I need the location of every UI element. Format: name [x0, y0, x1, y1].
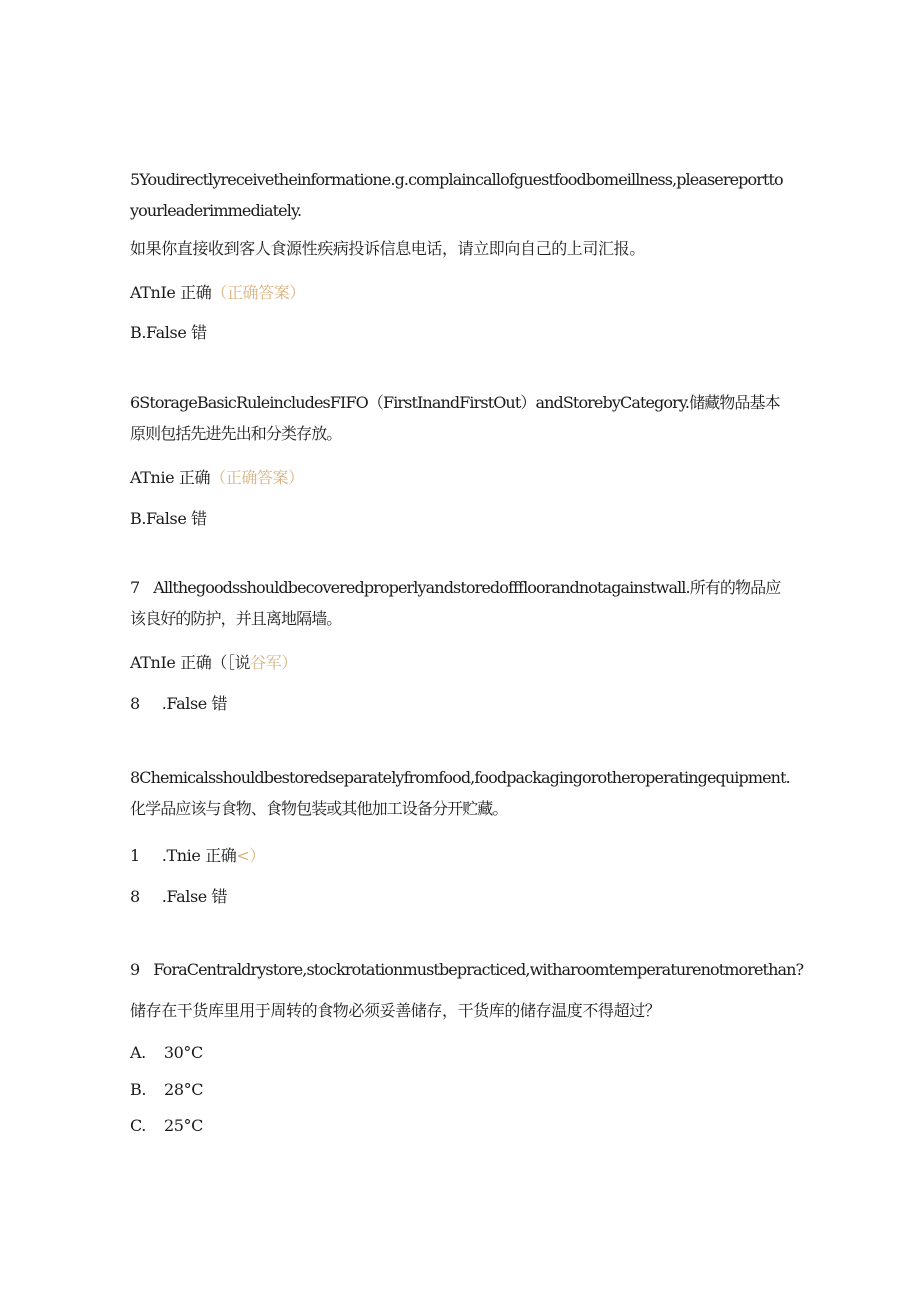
q6-answer-mark: （正确答案）	[210, 468, 304, 487]
q6-option-a-text: ATnie 正确	[130, 468, 211, 487]
q7-option-b-number: 8	[130, 694, 140, 713]
q7-option-a	[130, 653, 790, 673]
q9-option-a-label: A.	[130, 1043, 146, 1062]
q9-option-b	[130, 1080, 790, 1100]
q5-stem-zh: 如果你直接收到客人食源性疾病投诉信息电话，请立即向自己的上司汇报。	[130, 239, 645, 258]
q8-option-a	[130, 846, 790, 866]
q7-number: 7	[130, 578, 140, 597]
q7-option-b-text: .False 错	[161, 694, 228, 713]
q5-option-a-text: ATnIe 正确	[130, 283, 212, 302]
q8-option-b	[130, 887, 790, 907]
q6-option-a	[130, 468, 790, 488]
q9-option-c	[130, 1116, 790, 1136]
q8-option-a-text: .Tnie 正确	[161, 846, 237, 865]
q7-stem-text: Allthegoodsshouldbecoveredproperlyandstoredofffloorandnotagainstwall.所有的物品应该良好的防护，并且离地隔墙。	[130, 578, 781, 628]
q9-option-b-label: B.	[130, 1080, 147, 1099]
q8-option-a-number: 1	[130, 846, 140, 865]
q9-stem-en-text: ForaCentraldrystore,stockrotationmustbepracticed,witharoomtemperaturenotmorethan?	[153, 960, 804, 979]
q9-option-a-value: 30°C	[163, 1043, 203, 1062]
q9-stem-en	[130, 960, 804, 980]
q6-option-b: B.False 错	[130, 509, 207, 528]
q6-stem: 6StorageBasicRuleincludesFIFO（FirstInandFirstOut）andStorebyCategory.储藏物品基本原则包括先进先出和分类存放。	[130, 393, 780, 443]
q9-option-b-value: 28°C	[164, 1080, 204, 1099]
q8-stem: 8Chemicalsshouldbestoredseparatelyfromfood,foodpackagingorotheroperatingequipment.化学品应该与食物、食物包装或其他加工设备分开贮藏。	[130, 768, 790, 818]
q9-number: 9	[130, 960, 140, 979]
q8-option-b-text: .False 错	[161, 887, 228, 906]
q7-stem	[130, 572, 790, 634]
q8-option-b-number: 8	[130, 887, 140, 906]
q5-option-a	[130, 283, 790, 303]
q7-answer-mark: 谷军）	[250, 653, 297, 672]
q9-option-a	[130, 1043, 790, 1063]
q7-option-b	[130, 694, 790, 714]
q9-option-c-value: 25°C	[163, 1116, 203, 1135]
q8-answer-mark: <）	[236, 846, 265, 865]
q5-option-b: B.False 错	[130, 323, 207, 342]
q9-option-c-label: C.	[130, 1116, 146, 1135]
q5-answer-mark: （正确答案）	[211, 283, 305, 302]
q5-stem-en: 5Youdirectlyreceivetheinformatione.g.complaincallofguestfoodbomeillness,pleasereporttoyourleaderimmediately.	[130, 170, 783, 220]
q7-option-a-text: ATnIe 正确（［说	[130, 653, 251, 672]
q9-stem-zh: 储存在干货库里用于周转的食物必须妥善储存，干货库的储存温度不得超过？	[130, 1001, 661, 1020]
